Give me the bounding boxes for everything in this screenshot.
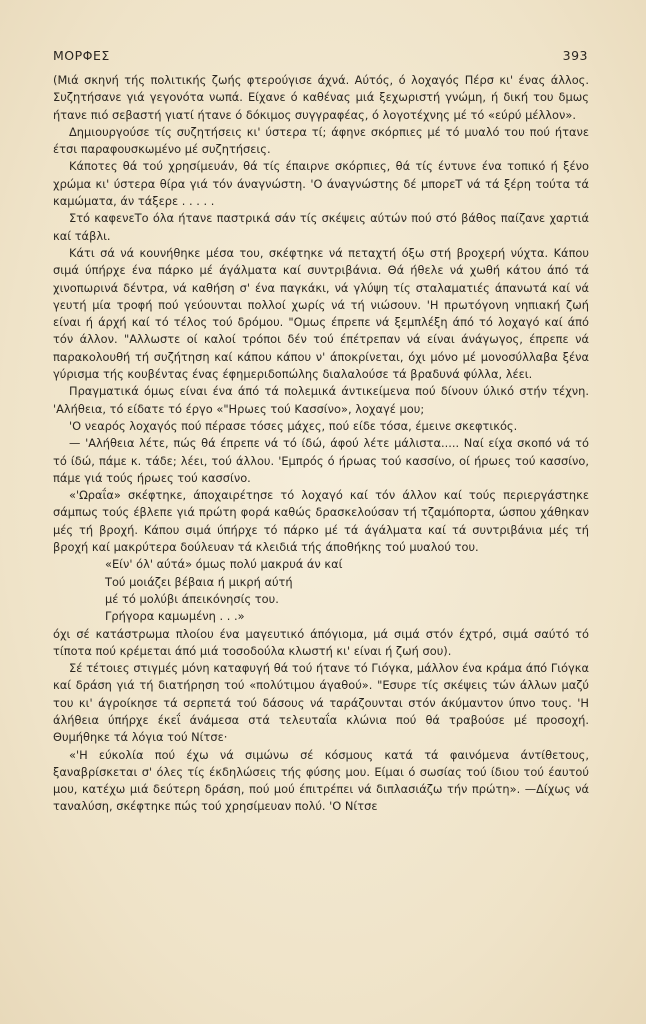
paragraph: 'Ο νεαρός λοχαγός πού πέρασε τόσες μάχες, πού είδε τόσα, έμεινε σκεφτικός. xyxy=(69,418,518,433)
verse-line: Τού μοιάζει βέβαια ή μικρή αύτή xyxy=(105,574,293,589)
paragraph: Σέ τέτοιες στιγμές μόνη καταφυγή θά τού ήτανε τό Γιόγκα, μάλλον ένα κράμα άπό Γιόγκα καί δράση γιά τή διατήρηση τού «πολύτιμου άγαθού». "Εσυρε τίς σκέψεις τών άλλων μαζύ του κι' άγροίκησε τά σερπετά τού δάσους νά ταράζουνται στόν άκύμαντον ύπνο τους. 'Η άλήθεια ύπήρχε έκεΐ άνάμεσα στά τελευταΐα κλώνια πού θά τραβούσε μέ προσοχή. Θυμήθηκε τά λόγια τού Νίτσε· xyxy=(53,661,589,745)
paragraph: Κάποτες θά τού χρησίμευάν, θά τίς έπαιρνε σκόρπιες, θά τίς έντυνε ένα τοπικό ή ξένο χρώμα κι' ύστερα θίρα γιά τόν άναγνώστη. 'Ο άναγνώστης δέ μπορεΤ νά τά ξέρη τούτα τά καμώματα, άν τάξερε . . . . . xyxy=(53,159,589,209)
page-number: 393 xyxy=(562,48,588,63)
paragraph: Δημιουργούσε τίς συζητήσεις κι' ύστερα τί; άφηνε σκόρπιες μέ τό μυαλό του πού ήτανε έτσι παραφουσκωμένο μέ συζητήσεις. xyxy=(53,124,589,157)
verse-line: μέ τό μολύβι άπεικόνησίς του. xyxy=(105,591,279,606)
paragraph: όχι σέ κατάστρωμα πλοίου ένα μαγευτικό άπόγιομα, μά σιμά στόν έχτρό, σιμά σαύτό τό τίποτα πού κρέμεται άπό μιά τοσοδούλα κλωστή κι' είναι ή ζωή σου). xyxy=(53,626,589,658)
verse-quote xyxy=(105,556,589,625)
paragraph: «'Η εύκολία πού έχω νά σιμώνω σέ κόσμους κατά τά φαινόμενα άντίθετους, ξαναβρίσκεται σ' όλες τίς έκδηλώσεις τής φύσης μου. Είμαι ό σωσίας τού ίδιου τού έαυτού μου, κατέχω μιά δεύτερη δράση, πού μού έπιτρέπει νά διπλασιάζω τήν πρώτη». —Δίχως νά ταναλύση, σκέφτηκε πώς τού χρησίμευαν πολύ. 'Ο Νίτσε xyxy=(53,747,589,814)
running-title: ΜΟΡΦΕΣ xyxy=(53,48,110,63)
paragraph: Στό καφενεΤο όλα ήτανε παστρικά σάν τίς σκέψεις αύτών πού στό βάθος παίζανε χαρτιά καί τάβλι. xyxy=(53,211,589,243)
body-text xyxy=(53,72,589,816)
paragraph: Πραγματικά όμως είναι ένα άπό τά πολεμικά άντικείμενα πού δίνουν ύλικό στήν τέχνη. 'Αλήθεια, τό είδατε τό έργο «"Ηρωες τού Κασσίνο», λοχαγέ μου; xyxy=(53,384,589,416)
paragraph: «'Ωραΐα» σκέφτηκε, άποχαιρέτησε τό λοχαγό καί τόν άλλον καί τούς περιεργάστηκε σάμπως τούς έβλεπε γιά πρώτη φορά καθώς δρασκελούσαν τή τζαμόπορτα, ώσπου χάθηκαν μές τή βροχή. Κάπου σιμά ύπήρχε τό πάρκο μέ τά άγάλματα καί τά συντριβάνια μές τή βροχή καί μακρύτερα δούλευαν τά κλειδιά τής άποθήκης τού μυαλού του. xyxy=(53,488,589,555)
paragraph: — 'Αλήθεια λέτε, πώς θά έπρεπε νά τό ίδώ, άφού λέτε μάλιστα..... Ναί είχα σκοπό νά τό τό ίδώ, πάμε κ. τάδε; λέει, τού άλλου. 'Εμπρός ό ήρωας τού κασσίνο, οί ήρωες τού κασσίνο, πάμε γιά τούς ήρωες τού κασσίνο. xyxy=(53,436,589,485)
verse-line: «Είν' όλ' αύτά» όμως πολύ μακρυά άν καί xyxy=(105,557,343,572)
paragraph: Κάτι σά νά κουνήθηκε μέσα του, σκέφτηκε νά πεταχτή όξω στή βροχερή νύχτα. Κάπου σιμά ύπήρχε ένα πάρκο μέ άγάλματα καί συντριβάνια. Θά ήθελε νά χωθή κάτου άπό τά χινοπωρινά δέντρα, νά καθήση σ' ένα παγκάκι, νά γλύψη τίς σταλαματιές άπανωτά καί νά γευτή μία τροφή πού γεύουνται πολλοί χωρίς νά τή νιώσουν. 'Η πρωτόγονη νηπιακή ζωή είναι ή άρχή καί τό τέλος τού δρόμου. "Ομως έπρεπε νά ξεμπλέξη άπό τό λοχαγό καί άπό τόν άλλον. "Αλλωστε οί καλοί τρόποι δέν τού έπέτρεπαν νά είναι άνάγωγος, έπρεπε νά παρακολουθή τή συζήτηση καί κάπου κάπου ν' άποκρίνεται, όχι μόνο μέ μονοσύλλαβα ξένα γύρισμα τής κουβέντας ένας έφημεριδοπώλης διαλαλούσε τά βραδυνά φύλλα, λέει. xyxy=(53,245,589,382)
verse-line: Γρήγορα καμωμένη . . .» xyxy=(105,609,245,624)
paragraph: (Μιά σκηνή τής πολιτικής ζωής φτερούγισε άχνά. Αύτός, ό λοχαγός Πέρσ κι' ένας άλλος. Συζητήσανε γιά γεγονότα νωπά. Είχανε ό καθένας μιά ξεχωριστή γνώμη, ή δική του δμως ήτανε πιό σεβαστή γιατί ήτανε ό δόκιμος συγγραφέας, ό λογοτέχνης μέ τό «εύρύ μέλλον». xyxy=(53,73,589,122)
page-header xyxy=(53,48,588,63)
